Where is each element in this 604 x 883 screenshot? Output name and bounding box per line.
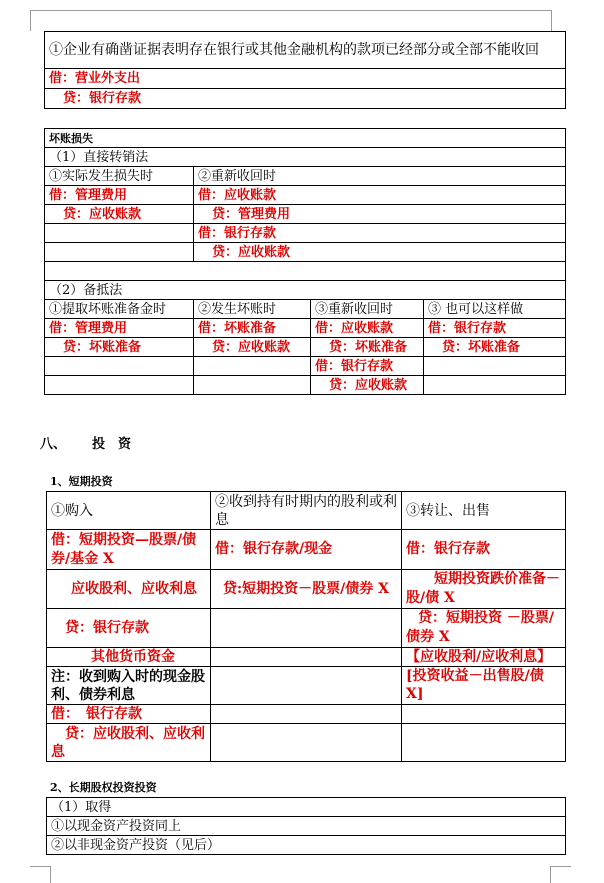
empty-cell [211,609,402,648]
long-cash: ①以现金资产投资同上 [47,817,566,836]
direct-writeoff-title: （1）直接转销法 [45,148,566,167]
allow-entry: 贷：坏账准备 [311,338,424,357]
short-entry: 借： 银行存款 [47,705,211,724]
spacer-row [45,262,566,281]
allow-entry [424,376,566,395]
allow-header-provision: ①提取坏账准备金时 [45,300,194,319]
long-noncash: ②以非现金资产投资（见后） [47,836,566,855]
allow-entry: 借：银行存款 [424,319,566,338]
entry-credit: 贷：银行存款 [45,89,566,109]
short-entry: 应收股利、应收利息 [47,570,211,609]
allow-entry: 借：应收账款 [311,319,424,338]
chapter-title: 投 资 [92,437,132,452]
short-entry: 借：短期投资—股票/债券/基金 X [47,530,211,570]
bank-loss-table [44,31,566,109]
allow-header-alt: ③ 也可以这样做 [424,300,566,319]
short-entry: 贷:短期投资－股票/债券 X [211,570,402,609]
allow-entry: 贷：坏账准备 [424,338,566,357]
entry-debit: 借：营业外支出 [45,69,566,89]
short-entry: 贷：银行存款 [47,609,211,648]
allow-entry [45,357,194,376]
allow-header-recover: ③重新收回时 [311,300,424,319]
short-entry: 【应收股利/应收利息】 [402,648,566,667]
long-term-table [46,797,566,855]
allow-entry [194,376,311,395]
short-entry: [投资收益－出售股/债X] [402,667,566,705]
empty-cell [211,724,402,762]
page-corner-mark [30,866,51,883]
bad-debt-table [44,128,566,395]
empty-cell [211,667,402,705]
short-note: 注：收到购入时的现金股利、债券利息 [47,667,211,705]
allow-entry: 贷：应收账款 [194,338,311,357]
short-term-title: 1、短期投资 [50,475,113,488]
short-entry: 贷：短期投资 －股票/债券 X [402,609,566,648]
empty-cell [211,705,402,724]
short-entry: 其他货币资金 [47,648,211,667]
chapter-number: 八、 [40,437,67,452]
long-term-title: 2、长期股权投资投资 [50,781,157,794]
direct-recover-entry: 借：银行存款 [194,224,566,243]
allow-entry: 贷：坏账准备 [45,338,194,357]
allow-entry: 贷：应收账款 [311,376,424,395]
short-header-income: ②收到持有时期内的股利或利息 [211,492,402,530]
direct-recover-entry: 借：应收账款 [194,186,566,205]
direct-loss-entry: 借：管理费用 [45,186,194,205]
direct-loss-entry: 贷：应收账款 [45,205,194,224]
bank-loss-condition: ①企业有确凿证据表明存在银行或其他金融机构的款项已经部分或全部不能收回 [45,32,566,69]
bad-debt-title: 坏账损失 [45,129,566,148]
allowance-title: （2）备抵法 [45,281,566,300]
allow-entry [424,357,566,376]
direct-recover-entry: 贷：应收账款 [194,243,566,262]
short-entry: 借：银行存款/现金 [211,530,402,570]
short-term-table [46,491,566,762]
allow-header-occur: ②发生坏账时 [194,300,311,319]
page-corner-mark [30,10,552,31]
allow-entry [45,376,194,395]
allow-entry: 借：管理费用 [45,319,194,338]
empty-cell [402,724,566,762]
direct-header-loss: ①实际发生损失时 [45,167,194,186]
direct-recover-entry: 贷：管理费用 [194,205,566,224]
short-header-sale: ③转让、出售 [402,492,566,530]
empty-cell [211,648,402,667]
direct-loss-entry [45,224,194,243]
short-entry: 短期投资跌价准备－股/债 X [402,570,566,609]
short-entry: 借：银行存款 [402,530,566,570]
page-corner-mark [550,866,571,883]
direct-header-recover: ②重新收回时 [194,167,566,186]
short-header-purchase: ①购入 [47,492,211,530]
allow-entry: 借：银行存款 [311,357,424,376]
long-acquire: （1）取得 [47,798,566,817]
direct-loss-entry [45,243,194,262]
allow-entry: 借：坏账准备 [194,319,311,338]
short-entry: 贷：应收股利、应收利息 [47,724,211,762]
empty-cell [402,705,566,724]
allow-entry [194,357,311,376]
